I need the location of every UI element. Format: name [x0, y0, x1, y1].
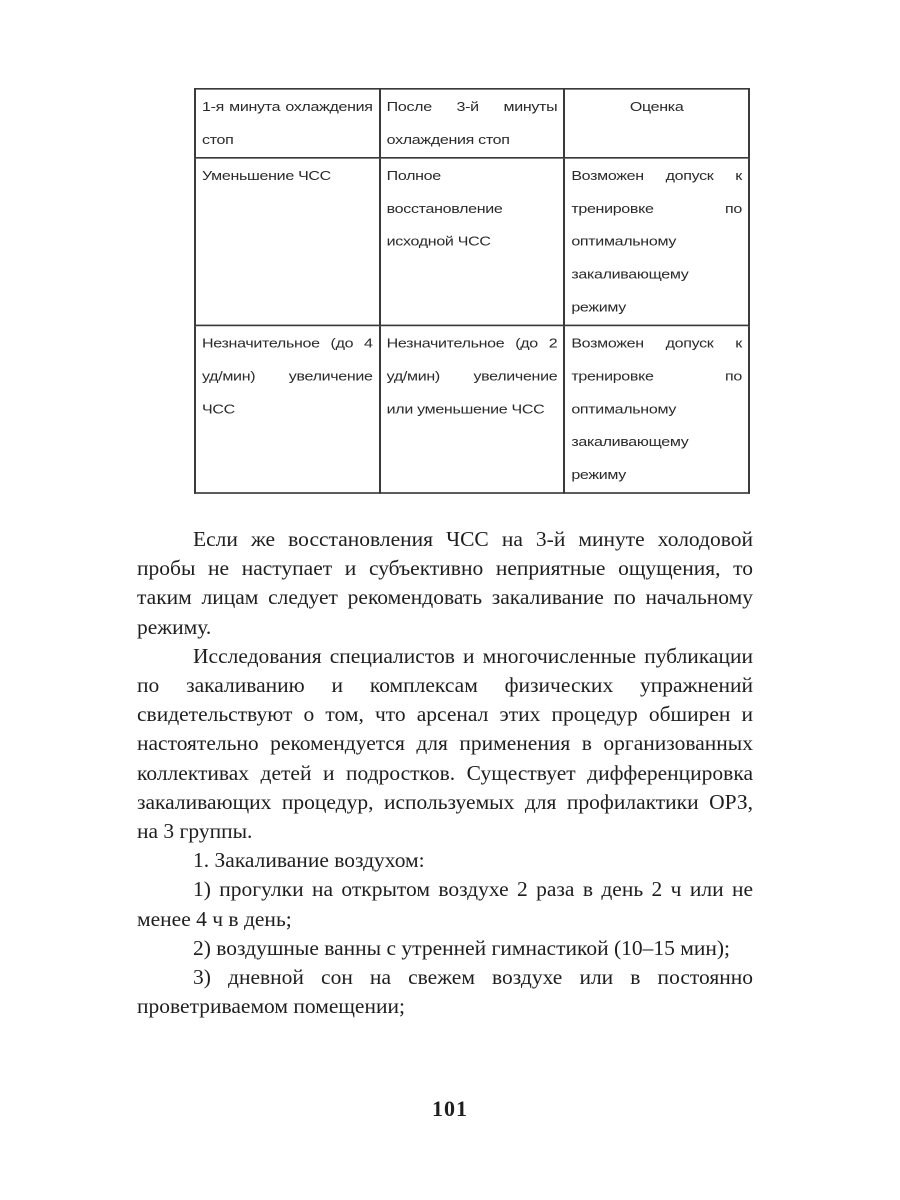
page-number: 101	[432, 1096, 468, 1121]
list-item: 2) воздушные ванны с утренней гимнастикой (10–15 мин);	[193, 935, 730, 960]
table-cell: Незначительное (до 4 уд/мин) увеличение ЧСС	[195, 325, 380, 493]
header-cell-after-third-minute: После 3-й минуты охлаждения стоп	[380, 89, 565, 158]
body-text	[137, 525, 753, 1021]
list-heading: 1. Закаливание воздухом:	[193, 848, 425, 873]
paragraph: Если же восстановления ЧСС на 3-й минуте холодовой пробы не наступает и субъективно неприятные ощущения, то таким лицам следует рекомендовать закаливание по начальному режиму.	[137, 527, 753, 639]
list-item: 3) дневной сон на свежем воздухе или в постоянно проветриваемом помещении;	[137, 965, 753, 1019]
header-cell-first-minute: 1-я минута охлаждения стоп	[195, 89, 380, 158]
table-cell: Незначительное (до 2 уд/мин) увеличение или уменьшение ЧСС	[380, 325, 565, 493]
evaluation-table-container	[194, 88, 750, 493]
table-cell: Возможен допуск к тренировке по оптимальному закаливающему режиму	[564, 325, 749, 493]
table-cell: Полное восстановление исходной ЧСС	[380, 158, 565, 326]
header-cell-assessment: Оценка	[564, 89, 749, 158]
list-item: 1) прогулки на открытом воздухе 2 раза в день 2 ч или не менее 4 ч в день;	[137, 877, 753, 931]
table-cell: Возможен допуск к тренировке по оптимальному закаливающему режиму	[564, 158, 749, 326]
evaluation-table	[194, 88, 750, 494]
table-row	[195, 325, 749, 493]
table-row	[195, 158, 749, 326]
paragraph: Исследования специалистов и многочисленные публикации по закаливанию и комплексам физических упражнений свидетельствуют о том, что арсенал этих процедур обширен и настоятельно рекомендуется для применения в организованных коллективах детей и подростков. Существует дифференцировка закаливающих процедур, используемых для профилактики ОРЗ, на 3 группы.	[137, 643, 753, 844]
table-cell: Уменьшение ЧСС	[195, 158, 380, 326]
table-header-row	[195, 89, 749, 158]
